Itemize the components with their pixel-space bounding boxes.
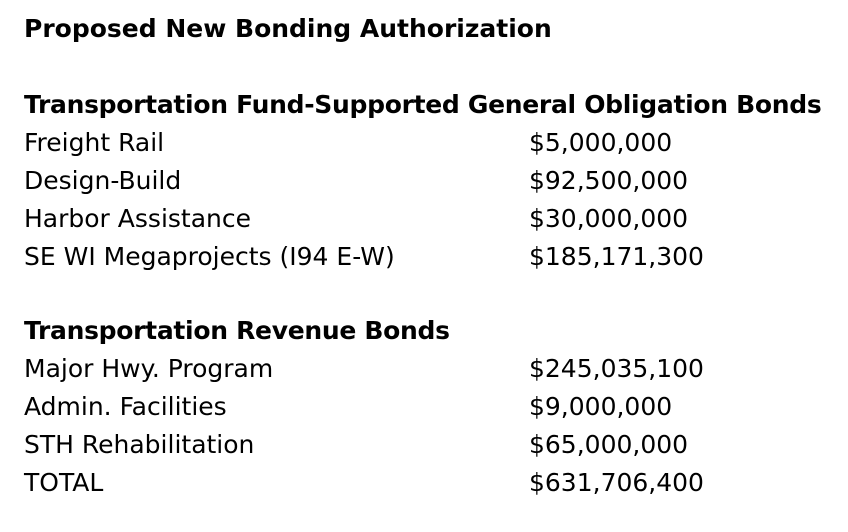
- table-row: [24, 200, 836, 238]
- table-row: [24, 388, 836, 426]
- row-amount: $5,000,000: [529, 128, 673, 157]
- table-row: [24, 238, 836, 276]
- total-row: [24, 464, 836, 502]
- table-row: [24, 162, 836, 200]
- section-gap: [24, 276, 836, 312]
- row-label: Design-Build: [24, 166, 182, 195]
- section-heading: Transportation Revenue Bonds: [24, 316, 450, 345]
- row-label: Admin. Facilities: [24, 392, 227, 421]
- row-label: TOTAL: [24, 468, 104, 497]
- row-amount: $631,706,400: [529, 468, 704, 497]
- section-go-bonds: [24, 86, 836, 276]
- row-label: SE WI Megaprojects (I94 E-W): [24, 242, 395, 271]
- row-amount: $245,035,100: [529, 354, 704, 383]
- row-label: STH Rehabilitation: [24, 430, 255, 459]
- row-amount: $92,500,000: [529, 166, 689, 195]
- row-label: Major Hwy. Program: [24, 354, 274, 383]
- document-title: Proposed New Bonding Authorization: [24, 14, 552, 43]
- row-label: Freight Rail: [24, 128, 165, 157]
- section-heading: Transportation Fund-Supported General Obligation Bonds: [24, 90, 822, 119]
- section-revenue-bonds: [24, 312, 836, 502]
- spacer: [24, 46, 836, 86]
- row-amount: $9,000,000: [529, 392, 673, 421]
- table-row: [24, 350, 836, 388]
- row-amount: $185,171,300: [529, 242, 704, 271]
- row-amount: $65,000,000: [529, 430, 689, 459]
- bonding-document: [24, 12, 836, 502]
- row-label: Harbor Assistance: [24, 204, 252, 233]
- table-row: [24, 426, 836, 464]
- row-amount: $30,000,000: [529, 204, 689, 233]
- table-row: [24, 124, 836, 162]
